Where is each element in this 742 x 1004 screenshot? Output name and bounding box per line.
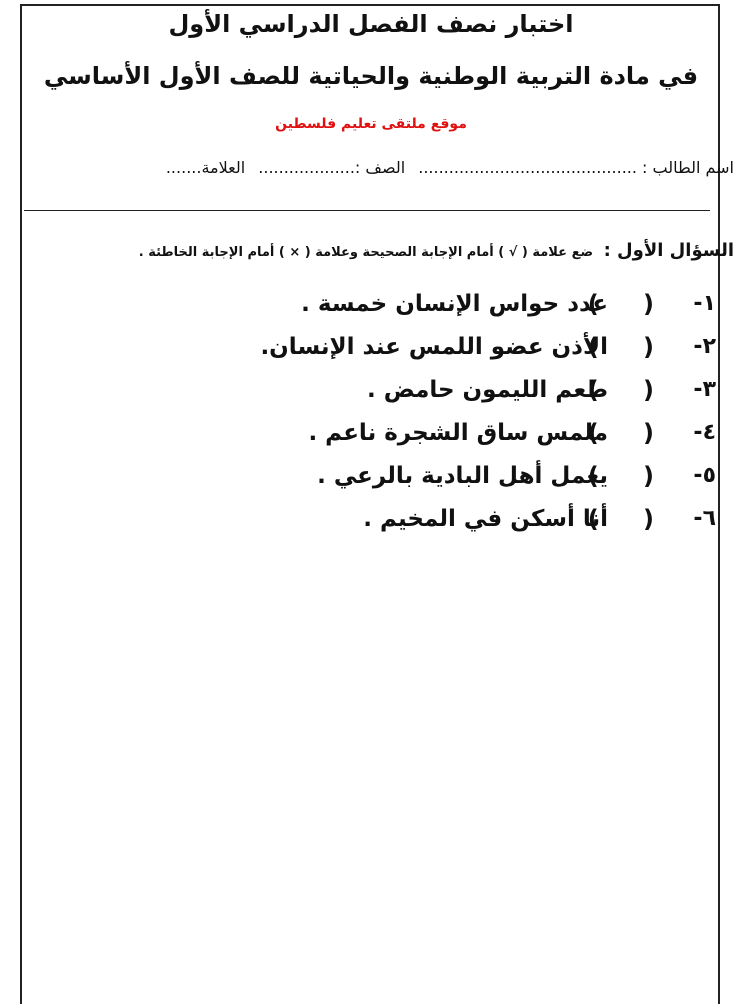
- item-text: أنا أسكن في المخيم .: [363, 505, 608, 532]
- item-text: يعمل أهل البادية بالرعي .: [317, 462, 608, 489]
- list-item: [156, 454, 716, 497]
- exam-subtitle: في مادة التربية الوطنية والحياتية للصف الأول الأساسي: [43, 62, 699, 90]
- list-item: [156, 325, 716, 368]
- item-text: طعم الليمون حامض .: [366, 376, 608, 403]
- item-number: ١-: [693, 291, 716, 316]
- list-item: [156, 411, 716, 454]
- site-name: موقع ملتقى تعليم فلسطين: [275, 116, 467, 132]
- item-text: الأذن عضو اللمس عند الإنسان.: [260, 333, 608, 360]
- item-number: ٦-: [693, 506, 716, 531]
- item-text: عدد حواس الإنسان خمسة .: [301, 290, 608, 317]
- item-text: ملمس ساق الشجرة ناعم .: [308, 419, 608, 446]
- question-header: [14, 240, 734, 261]
- answer-box[interactable]: ( ): [587, 418, 672, 447]
- list-item: [156, 368, 716, 411]
- item-number: ٤-: [693, 420, 716, 445]
- question-label: السؤال الأول :: [603, 240, 734, 261]
- answer-box[interactable]: ( ): [587, 504, 672, 533]
- class-field[interactable]: الصف :...................: [258, 158, 406, 177]
- item-number: ٢-: [693, 334, 716, 359]
- item-number: ٣-: [693, 377, 716, 402]
- question-items: [156, 282, 716, 540]
- answer-box[interactable]: ( ): [587, 375, 672, 404]
- exam-title: اختبار نصف الفصل الدراسي الأول: [168, 10, 574, 38]
- student-info-line: [34, 158, 734, 177]
- answer-box[interactable]: ( ): [587, 461, 672, 490]
- list-item: [156, 497, 716, 540]
- item-number: ٥-: [693, 463, 716, 488]
- question-instruction: ضع علامة ( √ ) أمام الإجابة الصحيحة وعلامة ( × ) أمام الإجابة الخاطئة .: [138, 245, 594, 260]
- answer-box[interactable]: ( ): [587, 289, 672, 318]
- answer-box[interactable]: ( ): [587, 332, 672, 361]
- student-name-field[interactable]: اسم الطالب : ...........................................: [418, 158, 734, 177]
- mark-field[interactable]: العلامة.......: [165, 158, 246, 177]
- divider: [24, 210, 710, 211]
- list-item: [156, 282, 716, 325]
